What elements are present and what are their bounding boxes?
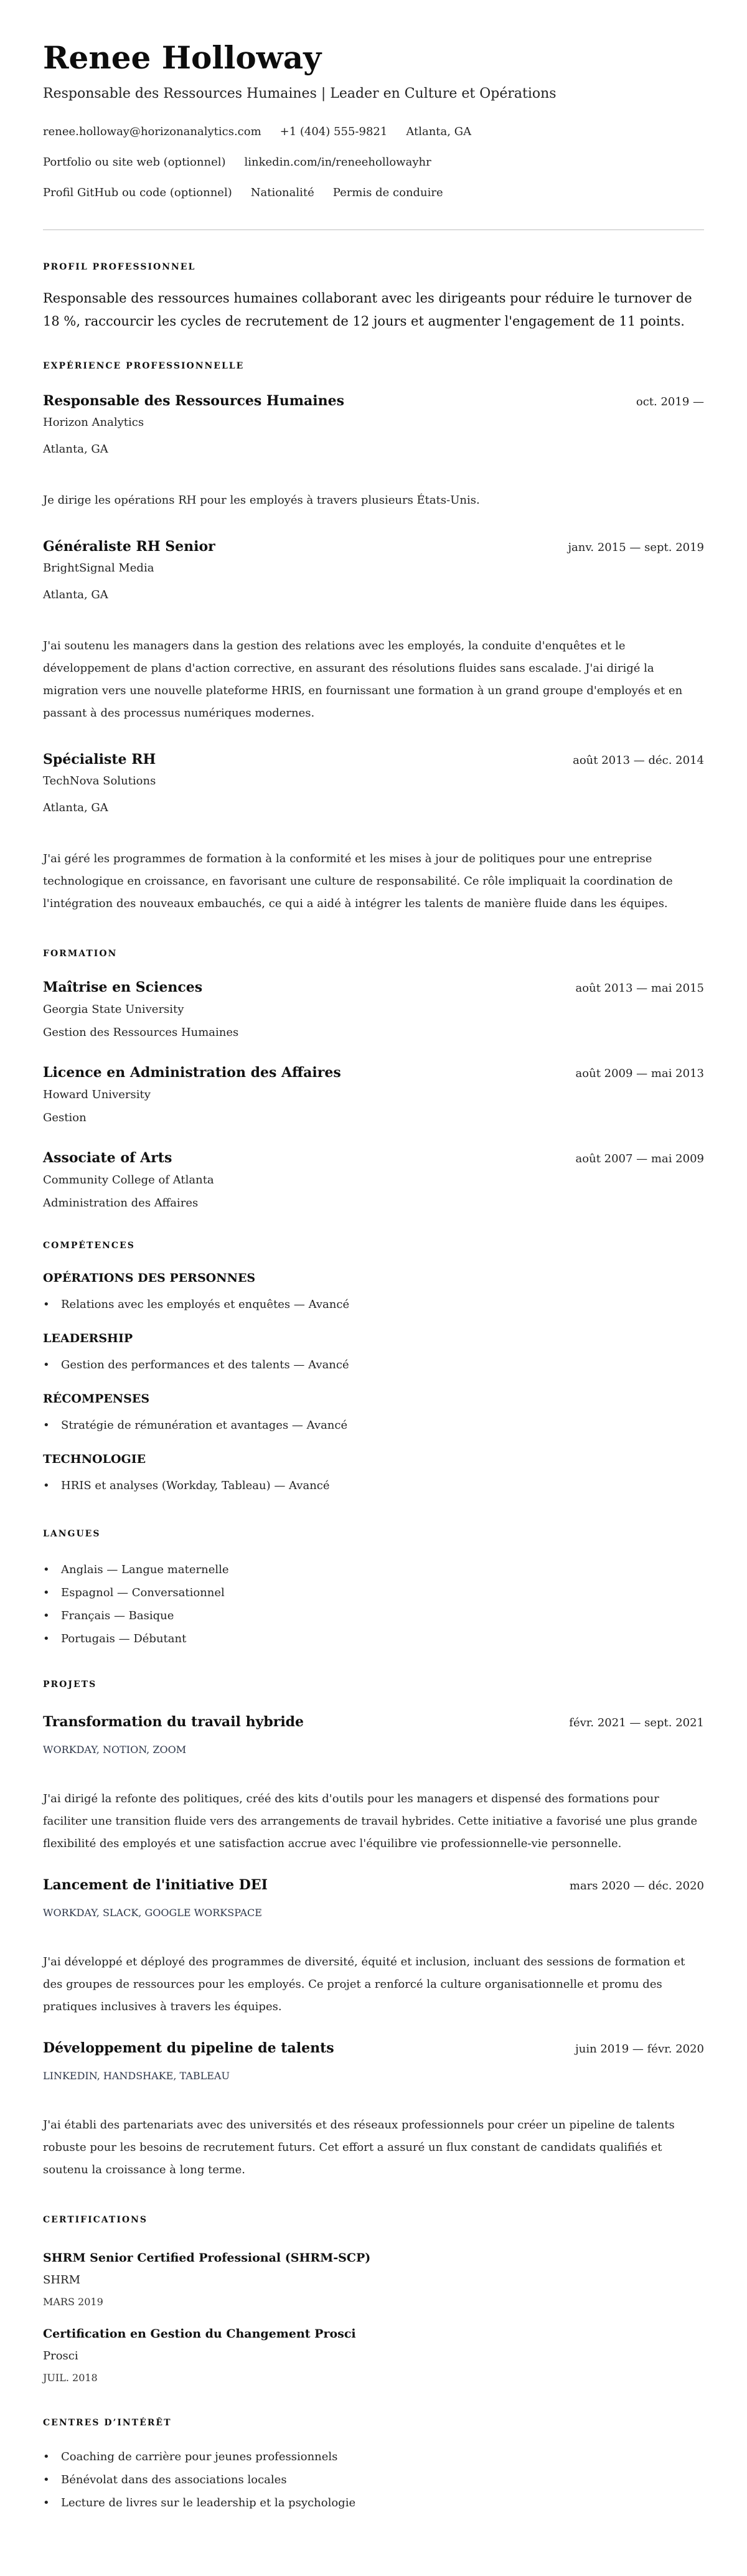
job-dates: janv. 2015 — sept. 2019 [568,541,704,554]
project-dates: juin 2019 — févr. 2020 [575,2042,704,2056]
project-title: Lancement de l'initiative DEI [43,1877,268,1893]
contact-row [43,184,704,202]
interest-item: • Bénévolat dans des associations locales [43,2468,704,2491]
job-dates: oct. 2019 — [636,395,704,408]
skill-category: OPÉRATIONS DES PERSONNES [43,1271,256,1285]
job-entry [43,391,704,512]
certification-title: Certification en Gestion du Changement Prosci [43,2327,356,2341]
contact-driving-license: Permis de conduire [332,186,443,199]
project-dates: févr. 2021 — sept. 2021 [569,1716,704,1729]
project-entry [43,2038,704,2181]
certification-title: SHRM Senior Certified Professional (SHRM-SCP) [43,2251,371,2265]
project-description: J'ai dirigé la refonte des politiques, créé des kits d'outils pour les managers et dispensé des formations pour faciliter une transition fluide vers des arrangements de travail hybrides. Cette initiative a favorisé une plus grande flexibilité des employés et une satisfaction accrue avec l'équilibre vie professionnelle-vie personnelle. [43,1792,698,1850]
project-title: Transformation du travail hybride [43,1714,304,1730]
certification-issuer: SHRM [43,2273,81,2287]
job-location: Atlanta, GA [43,443,108,456]
section-heading: FORMATION [43,949,118,959]
job-title: Spécialiste RH [43,751,156,768]
contact-github[interactable]: Profil GitHub ou code (optionnel) [43,186,232,199]
education-entry [43,1063,704,1127]
skill-group [43,1329,704,1375]
certification-date: JUIL. 2018 [43,2372,98,2384]
certification-entry [43,2325,704,2386]
project-title: Développement du pipeline de talents [43,2040,334,2056]
project-tools: WORKDAY, SLACK, GOOGLE WORKSPACE [43,1907,262,1919]
languages-section [43,1528,704,1650]
section-heading: COMPÉTENCES [43,1241,135,1251]
job-location: Atlanta, GA [43,588,108,601]
skill-category: RÉCOMPENSES [43,1392,150,1406]
interests-section [43,2417,704,2514]
job-title: Généraliste RH Senior [43,538,215,555]
project-tools: WORKDAY, NOTION, ZOOM [43,1744,187,1756]
section-heading: CERTIFICATIONS [43,2215,148,2225]
education-entry [43,1148,704,1213]
certification-date: MARS 2019 [43,2296,103,2308]
skill-item: • Gestion des performances et des talents — Avancé [43,1356,704,1375]
contact-nationality: Nationalité [250,186,314,199]
experience-section [43,360,704,915]
project-description: J'ai établi des partenariats avec des universités et des réseaux professionnels pour créer un pipeline de talents robuste pour les besoins de recrutement futurs. Cet effort a assuré un flux constant de candidats qualifiés et soutenu la croissance à long terme. [43,2118,675,2176]
education-section [43,947,704,1213]
education-dates: août 2007 — mai 2009 [575,1152,704,1165]
degree-title: Associate of Arts [43,1150,172,1166]
skill-group [43,1450,704,1495]
section-heading: LANGUES [43,1529,101,1539]
contact-row [43,123,704,141]
school-name: Howard University [43,1088,151,1101]
job-title: Responsable des Ressources Humaines [43,393,344,409]
contact-linkedin[interactable]: linkedin.com/in/reneehollowayhr [244,156,431,169]
skills-section [43,1239,704,1495]
candidate-headline: Responsable des Ressources Humaines | Leader en Culture et Opérations [43,86,557,101]
job-location: Atlanta, GA [43,801,108,814]
field-of-study: Gestion des Ressources Humaines [43,1026,239,1039]
certification-issuer: Prosci [43,2349,78,2362]
interest-item: • Coaching de carrière pour jeunes professionnels [43,2445,704,2468]
school-name: Community College of Atlanta [43,1173,214,1187]
summary-text: Responsable des ressources humaines collaborant avec les dirigeants pour réduire le turnover de 18 %, raccourcir les cycles de recrutement de 12 jours et augmenter l'engagement de 11 points. [43,291,692,329]
contact-row [43,153,704,172]
project-entry [43,1875,704,2018]
contact-phone[interactable]: +1 (404) 555-9821 [280,125,388,138]
job-description: J'ai géré les programmes de formation à la conformité et les mises à jour de politiques pour une entreprise technologique en croissance, en favorisant une culture de responsabilité. Ce rôle impliquait la coordination de l'intégration des nouveaux embauchés, ce qui a aidé à intégrer les talents de manière fluide dans les équipes. [43,852,673,910]
section-heading: PROJETS [43,1680,97,1690]
project-tools: LINKEDIN, HANDSHAKE, TABLEAU [43,2070,230,2082]
education-entry [43,977,704,1042]
summary-section [43,261,704,333]
header-divider [43,229,704,230]
language-item: • Portugais — Débutant [43,1627,704,1650]
field-of-study: Administration des Affaires [43,1196,199,1210]
degree-title: Maîtrise en Sciences [43,979,203,995]
resume-header [43,39,704,202]
skill-item: • Stratégie de rémunération et avantages — Avancé [43,1416,704,1435]
job-entry [43,537,704,725]
projects-section [43,1678,704,2181]
section-heading: PROFIL PROFESSIONNEL [43,262,196,272]
skill-item: • Relations avec les employés et enquêtes — Avancé [43,1295,704,1314]
education-dates: août 2009 — mai 2013 [575,1067,704,1080]
job-description: Je dirige les opérations RH pour les employés à travers plusieurs États-Unis. [43,494,480,507]
job-company: BrightSignal Media [43,562,154,575]
language-item: • Français — Basique [43,1604,704,1627]
project-description: J'ai développé et déployé des programmes de diversité, équité et inclusion, incluant des sessions de formation et des groupes de ressources pour les employés. Ce projet a renforcé la culture organisationnelle et promu des pratiques inclusives à travers les équipes. [43,1955,685,2013]
section-heading: CENTRES D’INTÉRÊT [43,2418,172,2428]
language-item: • Anglais — Langue maternelle [43,1558,704,1581]
job-description: J'ai soutenu les managers dans la gestion des relations avec les employés, la conduite d'enquêtes et le développement de plans d'action corrective, en assurant des résolutions fluides sans escalade. J'ai dirigé la migration vers une nouvelle plateforme HRIS, en fournissant une formation à un grand groupe d'employés et en passant à des processus numériques modernes. [43,639,683,720]
certifications-section [43,2214,704,2386]
project-dates: mars 2020 — déc. 2020 [569,1879,704,1892]
contact-location: Atlanta, GA [406,125,472,138]
job-company: Horizon Analytics [43,416,144,429]
project-entry [43,1712,704,1855]
skill-group [43,1389,704,1435]
skill-group [43,1269,704,1314]
certification-entry [43,2249,704,2310]
job-company: TechNova Solutions [43,774,156,787]
school-name: Georgia State University [43,1003,184,1016]
skill-category: TECHNOLOGIE [43,1452,146,1466]
skill-item: • HRIS et analyses (Workday, Tableau) — Avancé [43,1477,704,1495]
candidate-name: Renee Holloway [43,39,322,76]
contact-email[interactable]: renee.holloway@horizonanalytics.com [43,125,261,138]
education-dates: août 2013 — mai 2015 [575,982,704,995]
job-entry [43,750,704,915]
skill-category: LEADERSHIP [43,1332,133,1345]
degree-title: Licence en Administration des Affaires [43,1065,341,1081]
interest-item: • Lecture de livres sur le leadership et la psychologie [43,2491,704,2514]
job-dates: août 2013 — déc. 2014 [573,754,704,767]
section-heading: EXPÉRIENCE PROFESSIONNELLE [43,361,245,371]
field-of-study: Gestion [43,1111,87,1124]
contact-portfolio[interactable]: Portfolio ou site web (optionnel) [43,156,226,169]
language-item: • Espagnol — Conversationnel [43,1581,704,1604]
